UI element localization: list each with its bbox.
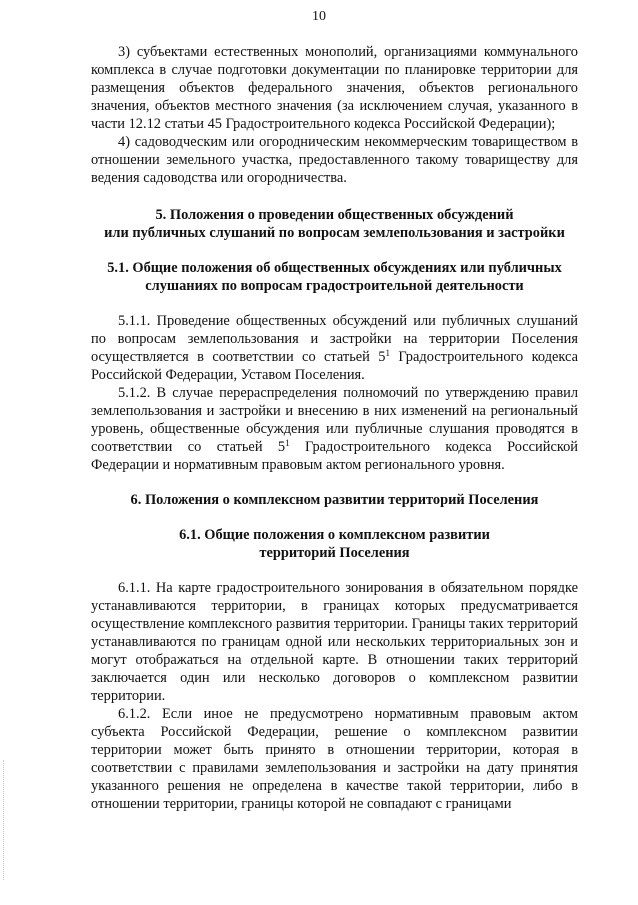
superscript: 1 — [285, 438, 290, 448]
superscript: 1 — [385, 348, 390, 358]
list-item-text: садоводческим или огородническим некоммерческим товариществом в отношении земельного участка, предоставленного такому товариществу для ведения садоводства или огородничества. — [91, 134, 578, 186]
paragraph-text: На карте градостроительного зонирования в обязательном порядке устанавливаются территории, в границах которых предусматривается осуществление комплексного развития территории. Границы таких территорий устанавливаются по границам одной или нескольких территориальных зон и могут отображаться на отдельной карте. В отношении таких территорий заключается один или несколько договоров о комплексном развитии территории. — [91, 580, 579, 704]
subsection-6-1-heading-line1: 6.1. Общие положения о комплексном развитии — [179, 527, 490, 543]
paragraph-6-1-1 — [91, 579, 578, 705]
paragraph-text: Если иное не предусмотрено нормативным правовым актом субъекта Российской Федерации, решение о комплексном развитии территории может быть принято в отношении территории, которая в соответствии с правилами землепользования и застройки на дату принятия указанного решения не определена в качестве такой территории, либо в отношении территории, границы которой не совпадают с границами — [91, 706, 578, 812]
paragraph-5-1-1 — [91, 312, 578, 384]
paragraph-number: 5.1.2. — [118, 385, 151, 401]
list-item-text: субъектами естественных монополий, организациями коммунального комплекса в случае подготовки документации по планировке территории для размещения объектов федерального значения, объектов регионального значения, объектов местного значения (за исключением случая, указанного в части 12.12 статьи 45 Градостроительного кодекса Российской Федерации); — [91, 44, 579, 132]
paragraph-text-continued: Градостроительного кодекса Российской Федерации и нормативным правовым актом регионального уровня. — [91, 439, 578, 473]
paragraph-number: 6.1.1. — [118, 580, 151, 596]
section-5-heading — [91, 206, 578, 242]
subsection-5-1-heading — [91, 259, 578, 295]
section-5-heading-line2: или публичных слушаний по вопросам землепользования и застройки — [104, 225, 565, 241]
subsection-6-1-heading-line2: территорий Поселения — [259, 545, 410, 561]
section-6-heading — [91, 491, 578, 509]
scan-margin-artifact — [3, 760, 8, 880]
paragraph-text: В случае перераспределения полномочий по утверждению правил землепользования и застройки и внесению в них изменений на региональный уровень, общественные обсуждения или публичные слушания проводятся в соответствии со статьей 5 — [91, 385, 579, 455]
list-item-3 — [91, 43, 578, 133]
paragraph-text-continued: Градостроительного кодекса Российской Федерации, Уставом Поселения. — [91, 349, 578, 383]
list-item-number: 4) — [118, 134, 130, 150]
subsection-5-1-heading-line2: слушаниях по вопросам градостроительной деятельности — [145, 278, 524, 294]
paragraph-6-1-2 — [91, 705, 578, 813]
subsection-5-1-heading-line1: 5.1. Общие положения об общественных обсуждениях или публичных — [107, 260, 562, 276]
subsection-6-1-heading — [91, 526, 578, 562]
paragraph-5-1-2 — [91, 384, 578, 474]
page-number: 10 — [312, 9, 326, 24]
section-6-heading-line1: 6. Положения о комплексном развитии территорий Поселения — [130, 492, 539, 508]
paragraph-number: 6.1.2. — [118, 706, 151, 722]
paragraph-text: Проведение общественных обсуждений или публичных слушаний по вопросам землепользования и застройки на территории Поселения осуществляется в соответствии со статьей 5 — [91, 313, 578, 365]
list-item-4 — [91, 133, 578, 187]
paragraph-number: 5.1.1. — [118, 313, 151, 329]
section-5-heading-line1: 5. Положения о проведении общественных обсуждений — [155, 207, 514, 223]
list-item-number: 3) — [118, 44, 130, 60]
document-body — [91, 43, 578, 813]
